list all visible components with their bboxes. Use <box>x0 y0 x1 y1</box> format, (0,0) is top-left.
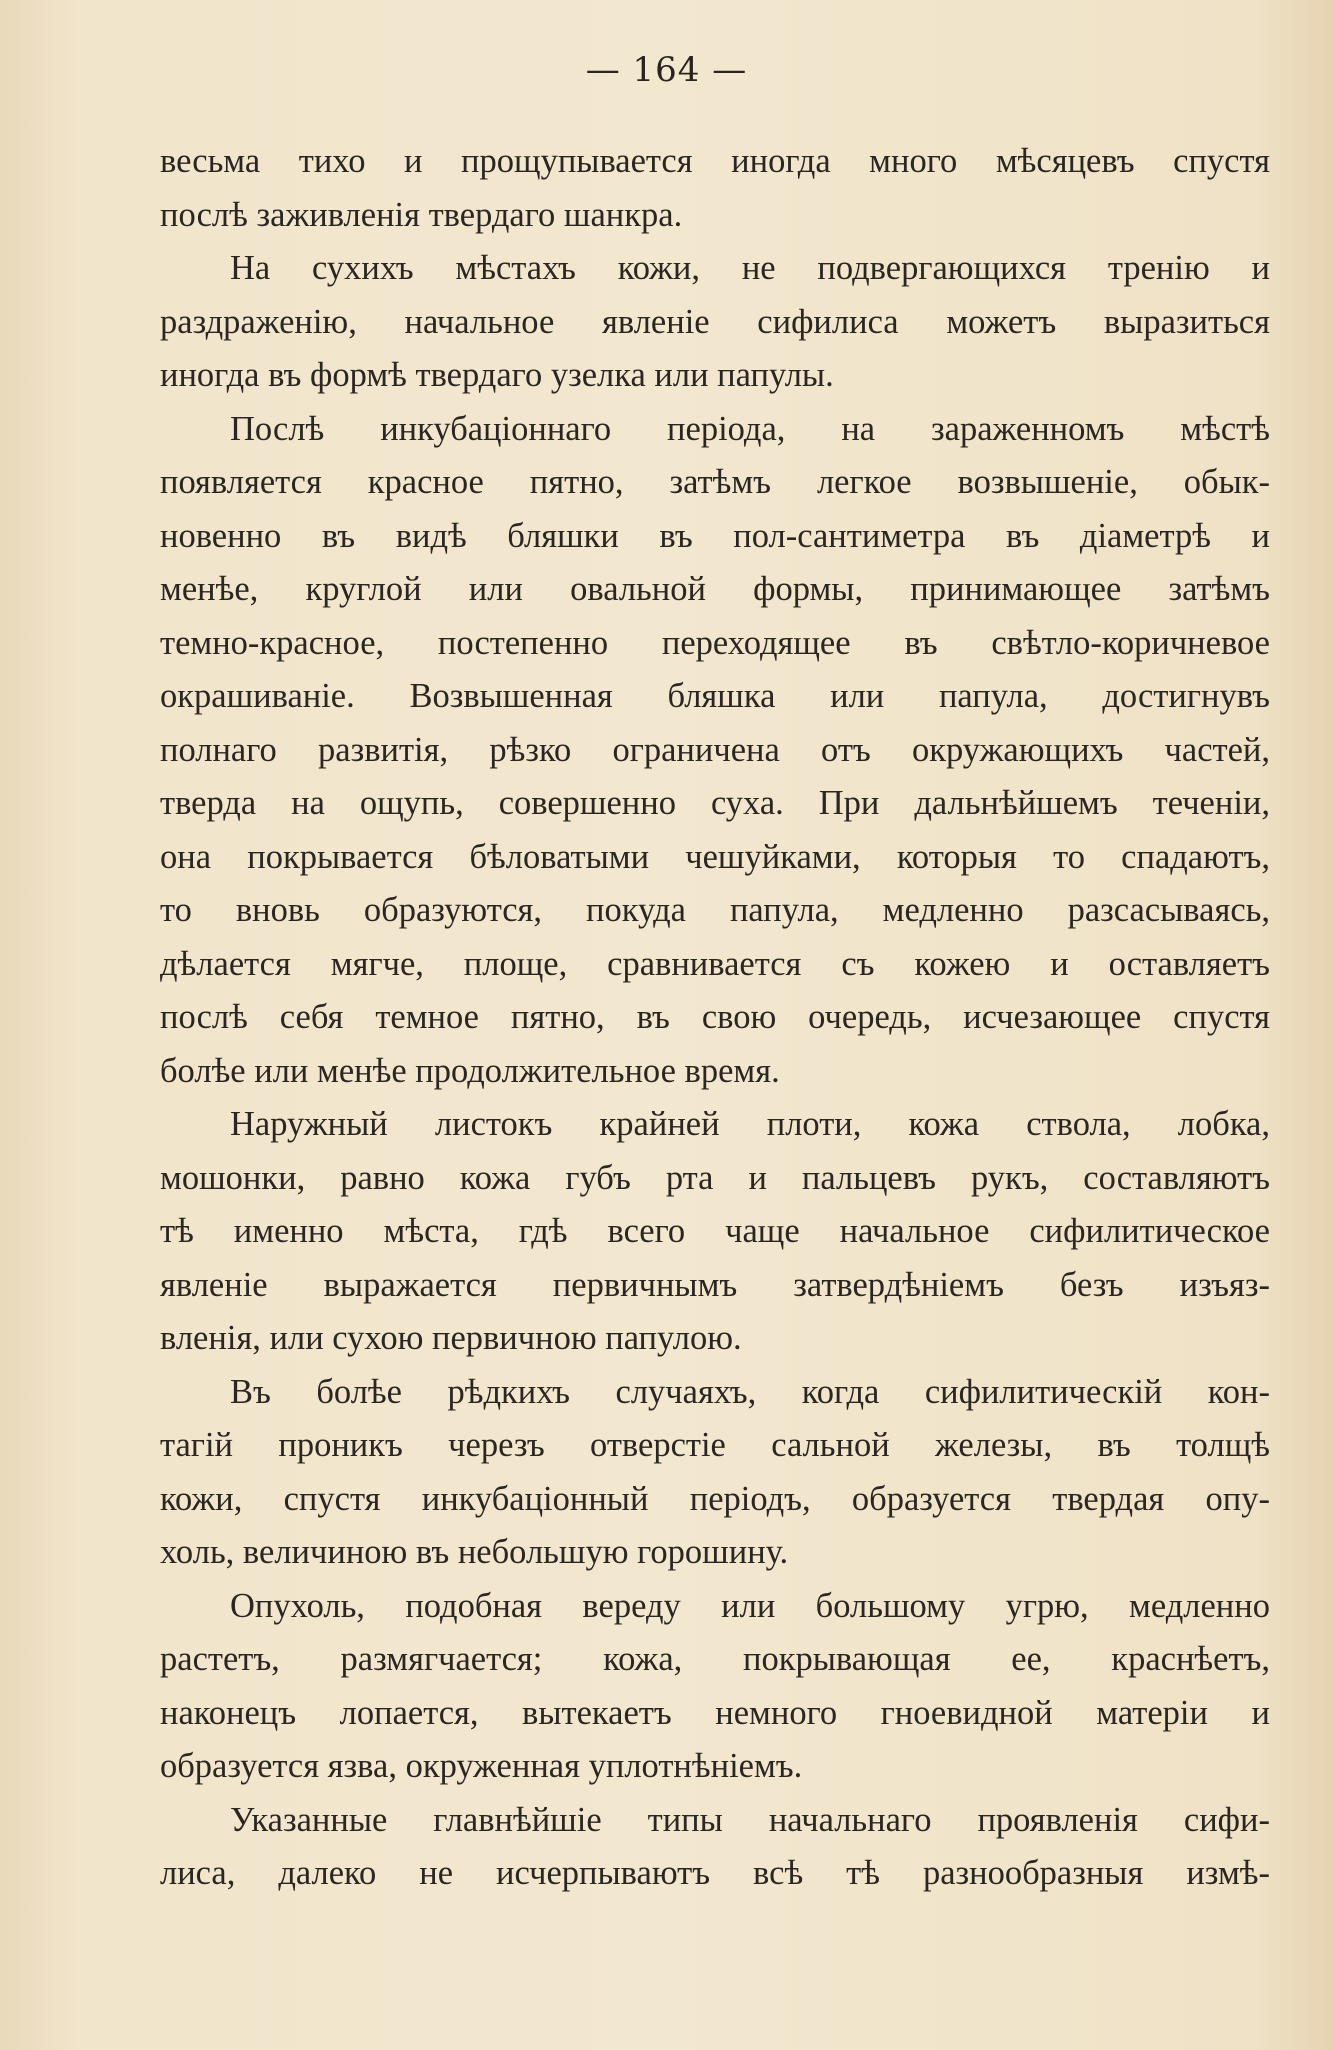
text-line: холь, величиною въ небольшую горошину. <box>160 1533 789 1571</box>
text-line: она покрывается бѣловатыми чешуйками, которыя то спадаютъ, <box>160 837 1270 876</box>
paragraph <box>160 1794 1270 1901</box>
text-line: тагій проникъ черезъ отверстіе сальной железы, въ толщѣ <box>160 1426 1270 1464</box>
text-line: то вновь образуются, покуда папула, медленно разсасываясь, <box>160 891 1270 929</box>
text-line: тверда на ощупь, совершенно суха. При дальнѣйшемъ теченіи, <box>160 784 1270 822</box>
text-line: Послѣ инкубаціоннаго періода, на зараженномъ мѣстѣ <box>230 409 1270 448</box>
text-line: появляется красное пятно, затѣмъ легкое возвышеніе, обык- <box>160 463 1270 501</box>
text-line: тѣ именно мѣста, гдѣ всего чаще начальное сифилитическое <box>160 1212 1270 1250</box>
text-line: явленіе выражается первичнымъ затвердѣніемъ безъ изъяз- <box>160 1265 1270 1304</box>
text-line: образуется язва, окруженная уплотнѣніемъ. <box>160 1747 803 1785</box>
paragraph <box>160 1098 1270 1366</box>
text-line: иногда въ формѣ твердаго узелка или папулы. <box>160 356 834 394</box>
text-line: послѣ себя темное пятно, въ свою очередь, исчезающее спустя <box>160 998 1270 1036</box>
text-line: кожи, спустя инкубаціонный періодъ, образуется твердая опу- <box>160 1479 1270 1518</box>
text-line: наконецъ лопается, вытекаетъ немного гноевидной матеріи и <box>160 1693 1270 1732</box>
paragraph <box>160 135 1270 242</box>
text-line: раздраженію, начальное явленіе сифилиса можетъ выразиться <box>160 302 1270 341</box>
text-line: весьма тихо и прощупывается иногда много мѣсяцевъ спустя <box>160 142 1270 180</box>
text-line: Наружный листокъ крайней плоти, кожа ствола, лобка, <box>230 1105 1270 1143</box>
text-line: послѣ заживленія твердаго шанкра. <box>160 195 683 234</box>
text-line: лиса, далеко не исчерпываютъ всѣ тѣ разнообразныя измѣ- <box>160 1854 1270 1892</box>
paragraph <box>160 403 1270 1099</box>
text-line: менѣе, круглой или овальной формы, принимающее затѣмъ <box>160 570 1270 608</box>
text-line: полнаго развитія, рѣзко ограничена отъ окружающихъ частей, <box>160 730 1270 769</box>
text-line: дѣлается мягче, площе, сравнивается съ кожею и оставляетъ <box>160 944 1270 983</box>
text-line: вленія, или сухою первичною папулою. <box>160 1319 742 1357</box>
text-line: окрашиваніе. Возвышенная бляшка или папула, достигнувъ <box>160 677 1270 715</box>
page-number: — 164 — <box>585 50 748 90</box>
paragraph <box>160 1366 1270 1580</box>
text-line: На сухихъ мѣстахъ кожи, не подвергающихся тренію и <box>230 249 1270 287</box>
text-line: растетъ, размягчается; кожа, покрывающая ее, краснѣетъ, <box>160 1640 1270 1678</box>
text-line: Опухоль, подобная вереду или большому угрю, медленно <box>230 1586 1270 1625</box>
body-text <box>160 135 1270 1901</box>
text-line: Указанные главнѣйшіе типы начальнаго проявленія сифи- <box>230 1800 1270 1839</box>
text-line: болѣе или менѣе продолжительное время. <box>160 1051 780 1090</box>
text-line: новенно въ видѣ бляшки въ пол-сантиметра въ діаметрѣ и <box>160 516 1270 555</box>
paragraph <box>160 242 1270 403</box>
text-line: Въ болѣе рѣдкихъ случаяхъ, когда сифилитическій кон- <box>230 1372 1270 1411</box>
text-line: мошонки, равно кожа губъ рта и пальцевъ рукъ, составляютъ <box>160 1158 1270 1197</box>
text-line: темно-красное, постепенно переходящее въ свѣтло-коричневое <box>160 623 1270 662</box>
paragraph <box>160 1580 1270 1794</box>
